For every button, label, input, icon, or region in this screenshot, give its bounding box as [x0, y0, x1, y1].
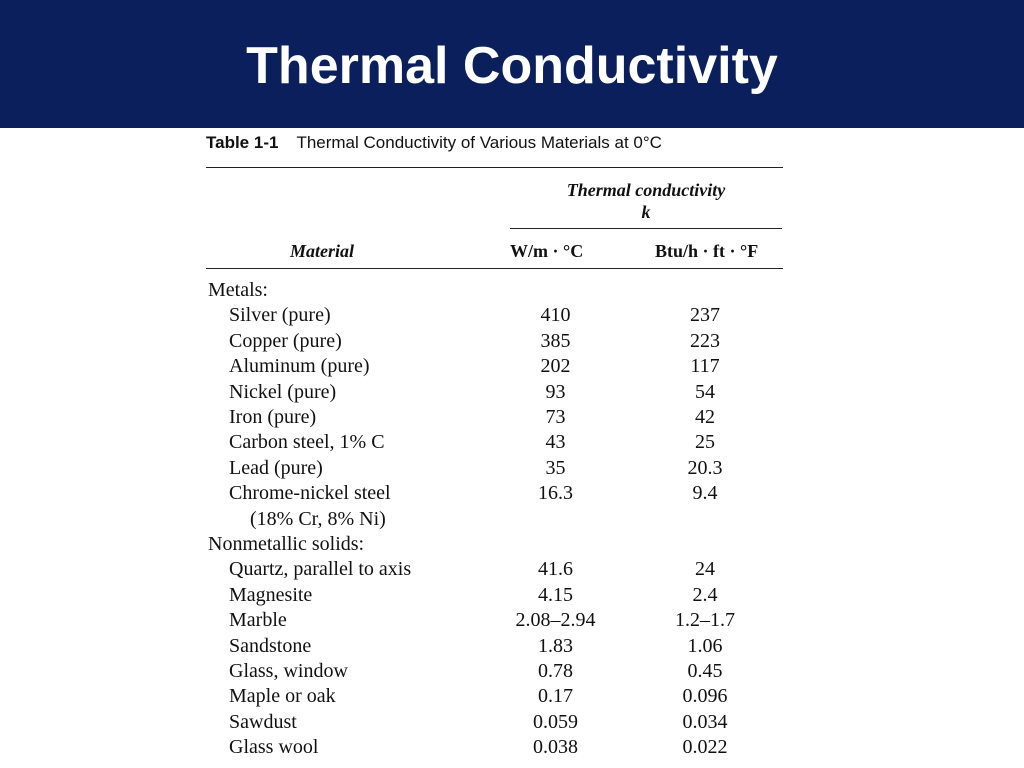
material-name: Glass, window — [229, 660, 348, 682]
english-value: 54 — [695, 380, 715, 403]
si-value: 4.15 — [538, 583, 573, 606]
material-name: Copper (pure) — [229, 329, 342, 352]
english-unit-column-header: Btu/h · ft · °F — [655, 241, 759, 261]
section-label: Metals: — [208, 279, 268, 301]
english-value: 1.2–1.7 — [675, 609, 735, 632]
material-name: Maple or oak — [229, 685, 336, 708]
material-name: Chrome-nickel steel — [229, 482, 391, 505]
english-value: 117 — [690, 355, 720, 378]
table-row — [0, 659, 1024, 684]
table-row — [0, 456, 1024, 481]
si-value: 2.08–2.94 — [515, 609, 596, 632]
group-header-rule — [510, 228, 782, 229]
english-value: 0.022 — [682, 736, 728, 759]
table-caption — [206, 133, 662, 153]
table-section-row — [0, 532, 1024, 557]
si-value: 385 — [540, 329, 571, 352]
material-name: Sandstone — [229, 634, 312, 657]
page-title: Thermal Conductivity — [246, 37, 778, 95]
si-unit-column-header: W/m · °C — [510, 241, 584, 261]
material-name: Magnesite — [229, 583, 313, 606]
si-value: 35 — [545, 456, 566, 479]
table-row — [0, 634, 1024, 659]
english-value: 1.06 — [687, 634, 723, 657]
si-value: 16.3 — [538, 482, 573, 505]
table-row — [0, 507, 1024, 532]
english-value: 223 — [690, 329, 720, 352]
table-row — [0, 380, 1024, 405]
table-row — [0, 354, 1024, 379]
material-name: Carbon steel, 1% C — [229, 431, 385, 454]
english-value: 0.096 — [682, 685, 728, 708]
si-value: 202 — [540, 355, 571, 378]
section-label: Nonmetallic solids: — [208, 533, 365, 555]
material-column-header: Material — [290, 241, 355, 261]
english-value: 42 — [695, 406, 715, 428]
material-name: Silver (pure) — [229, 304, 331, 327]
table-number: Table 1-1 — [206, 133, 279, 152]
si-value: 0.059 — [533, 710, 578, 733]
english-value: 24 — [695, 558, 715, 581]
thermal-conductivity-header: Thermal conductivity — [566, 180, 726, 200]
table-row — [0, 329, 1024, 354]
table-caption-text: Thermal Conductivity of Various Materials at 0°C — [296, 133, 662, 152]
table-row — [0, 557, 1024, 582]
table-row — [0, 735, 1024, 760]
material-name: Lead (pure) — [229, 456, 323, 479]
si-value: 0.038 — [533, 736, 578, 759]
si-value: 93 — [545, 380, 566, 403]
table-row — [0, 405, 1024, 430]
table-row — [0, 303, 1024, 328]
english-value: 20.3 — [687, 456, 723, 479]
title-banner — [0, 0, 1024, 128]
material-name: Quartz, parallel to axis — [229, 558, 412, 581]
si-value: 0.78 — [538, 660, 573, 682]
english-value: 9.4 — [692, 482, 718, 505]
k-symbol-header: k — [641, 202, 651, 222]
table-row — [0, 481, 1024, 506]
english-value: 0.45 — [687, 660, 723, 682]
table-row — [0, 430, 1024, 455]
english-value: 2.4 — [692, 583, 718, 606]
si-value: 0.17 — [538, 685, 573, 708]
material-name: Aluminum (pure) — [229, 355, 370, 378]
si-value: 410 — [540, 304, 571, 327]
english-value: 0.034 — [682, 710, 728, 733]
si-value: 1.83 — [538, 634, 573, 657]
table-row — [0, 684, 1024, 709]
table-row — [0, 710, 1024, 735]
si-value: 41.6 — [538, 558, 573, 581]
top-rule — [206, 167, 783, 168]
table-row — [0, 583, 1024, 608]
material-name: Marble — [229, 609, 287, 632]
material-name: Glass wool — [229, 736, 319, 759]
si-value: 43 — [545, 431, 566, 454]
material-name: Nickel (pure) — [229, 380, 337, 403]
material-name: (18% Cr, 8% Ni) — [250, 507, 386, 530]
material-name: Iron (pure) — [229, 406, 317, 428]
english-value: 25 — [695, 431, 715, 454]
material-name: Sawdust — [229, 710, 297, 733]
table-section-row — [0, 278, 1024, 303]
header-bottom-rule — [206, 268, 783, 269]
english-value: 237 — [690, 304, 720, 327]
table-row — [0, 608, 1024, 633]
si-value: 73 — [545, 406, 566, 428]
